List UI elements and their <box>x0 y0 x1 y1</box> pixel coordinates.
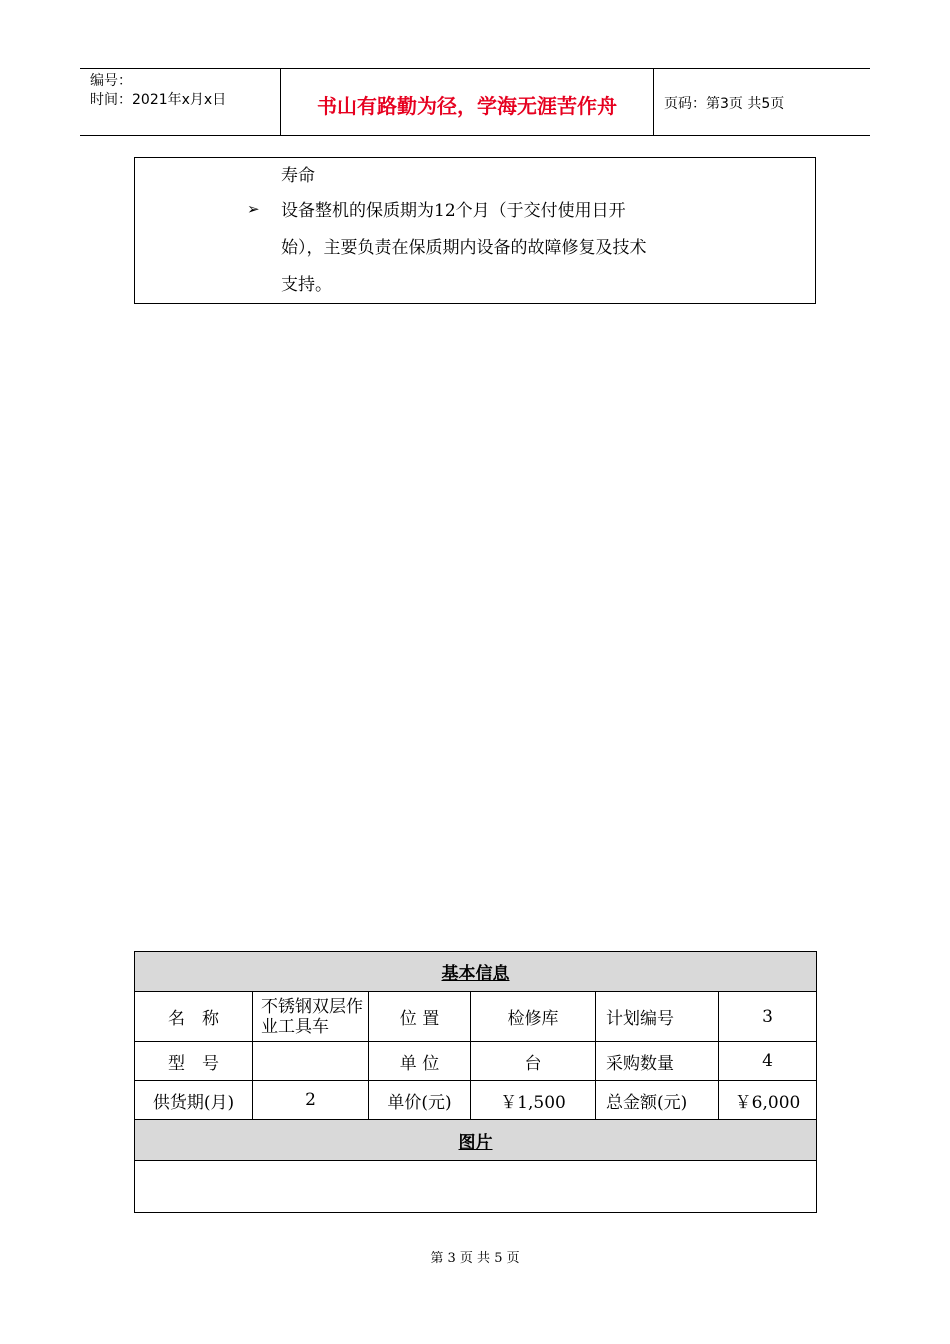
content-line-4: 支持。 <box>281 275 332 295</box>
plan-no-label: 计划编号 <box>596 992 719 1042</box>
total-value: ￥6,000 <box>719 1081 817 1120</box>
content-line-3: 始），主要负责在保质期内设备的故障修复及技术 <box>281 238 647 258</box>
section-row-picture <box>135 1120 817 1161</box>
picture-area <box>135 1161 817 1213</box>
section-title-basic: 基本信息 <box>135 952 817 992</box>
supply-label: 供货期(月) <box>135 1081 253 1120</box>
name-value: 不锈钢双层作业工具车 <box>253 992 369 1042</box>
content-line-2: 设备整机的保质期为12个月（于交付使用日开 <box>281 201 626 221</box>
location-value: 检修库 <box>471 992 596 1042</box>
qty-value: 4 <box>719 1042 817 1081</box>
section-row-basic <box>135 952 817 992</box>
model-label: 型 号 <box>135 1042 253 1081</box>
table-row <box>135 1081 817 1120</box>
time-label: 时间：2021年x月x日 <box>90 92 227 108</box>
page-footer: 第 3 页 共 5 页 <box>430 1251 520 1266</box>
supply-value: 2 <box>253 1081 369 1120</box>
unit-value: 台 <box>471 1042 596 1081</box>
section-title-picture: 图片 <box>135 1120 817 1161</box>
table-row <box>135 992 817 1042</box>
plan-no-value: 3 <box>719 992 817 1042</box>
content-line-1: 寿命 <box>281 166 315 186</box>
page-header <box>80 68 870 136</box>
price-value: ￥1,500 <box>471 1081 596 1120</box>
header-meta <box>80 69 281 135</box>
qty-label: 采购数量 <box>596 1042 719 1081</box>
arrow-bullet-icon: ➢ <box>247 200 260 218</box>
location-label: 位 置 <box>369 992 471 1042</box>
table-row <box>135 1042 817 1081</box>
header-page-label: 页码：第3页 共5页 <box>664 96 785 112</box>
price-label: 单价(元) <box>369 1081 471 1120</box>
header-motto: 书山有路勤为径，学海无涯苦作舟 <box>281 69 654 135</box>
continued-content-box <box>134 157 816 304</box>
number-label: 编号： <box>90 73 132 89</box>
unit-label: 单 位 <box>369 1042 471 1081</box>
name-label: 名 称 <box>135 992 253 1042</box>
model-value <box>253 1042 369 1081</box>
basic-info-table <box>134 951 817 1213</box>
picture-row <box>135 1161 817 1213</box>
total-label: 总金额(元) <box>596 1081 719 1120</box>
